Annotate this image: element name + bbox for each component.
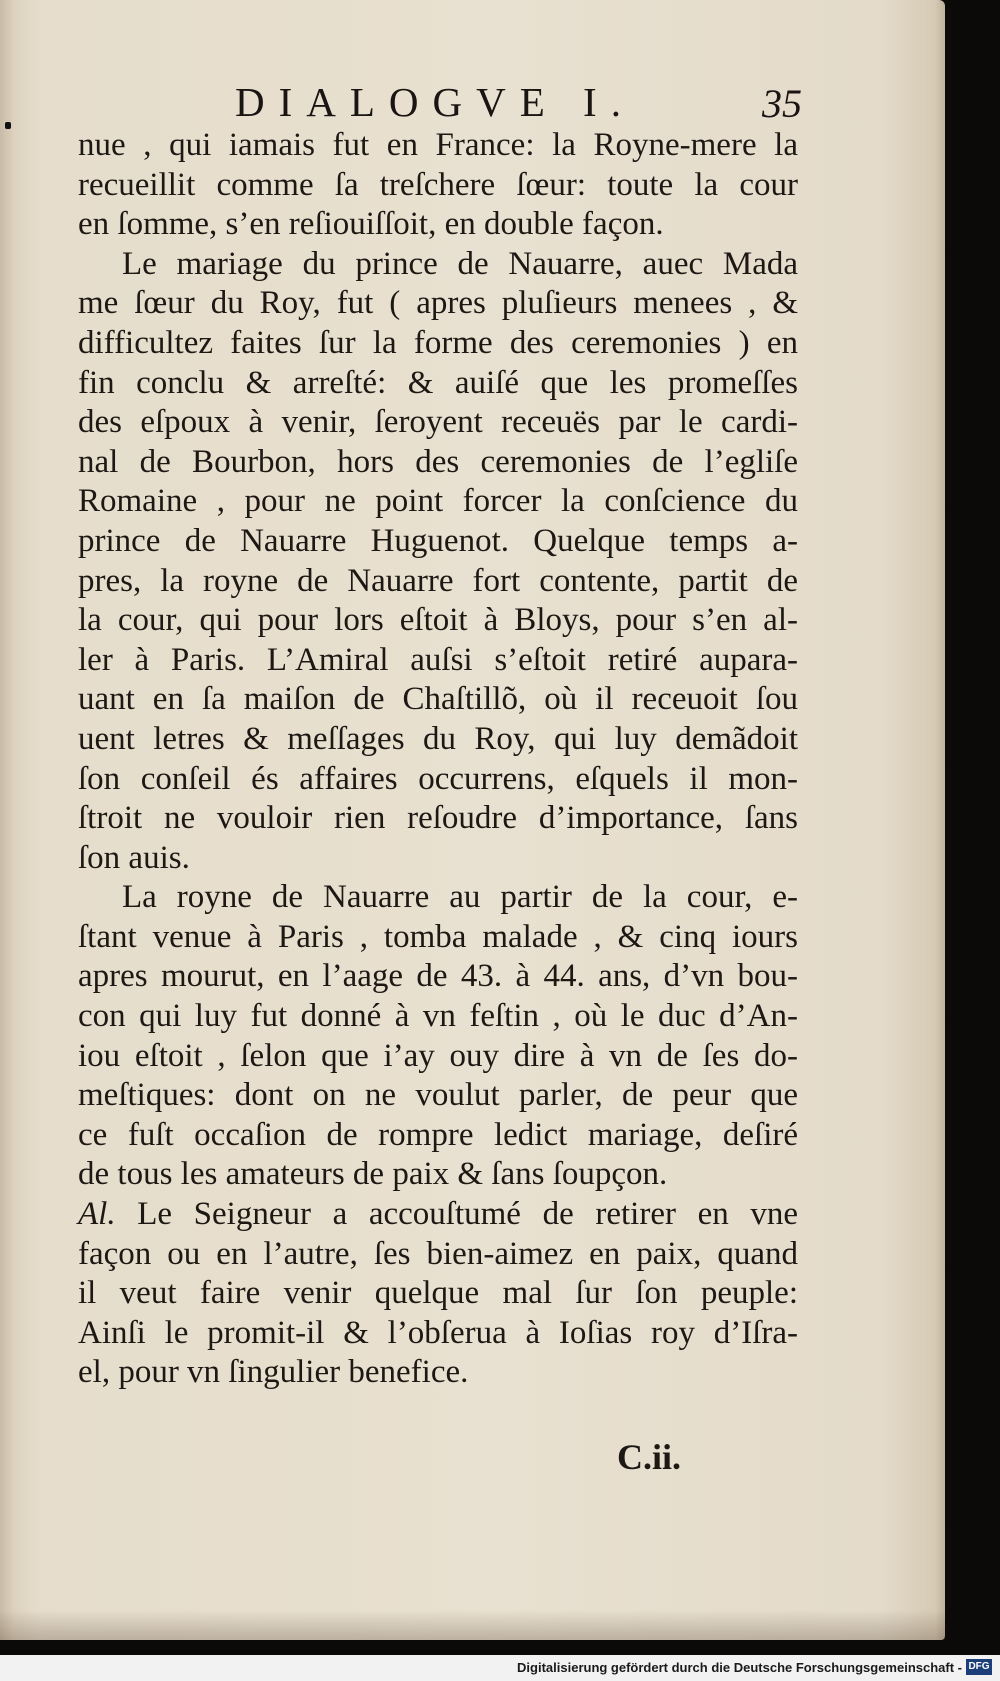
body-text xyxy=(78,126,798,1393)
funding-credit: Digitalisierung gefördert durch die Deutsche Forschungsgemeinschaft - xyxy=(517,1660,962,1675)
text-line: recueillit comme ſa treſchere ſœur: toute la cour xyxy=(78,166,798,203)
text-line: difficultez faites ſur la forme des ceremonies ) en xyxy=(78,324,798,361)
text-line: des eſpoux à venir, ſeroyent receuës par le cardi- xyxy=(78,404,798,441)
text-line: ſon auis. xyxy=(78,839,190,876)
text-line: el, pour vn ſingulier benefice. xyxy=(78,1354,469,1391)
dfg-logo-icon: DFG xyxy=(966,1659,992,1675)
text-line: iou eſtoit , ſelon que i’ay ouy dire à vn de ſes do- xyxy=(78,1037,798,1074)
text-line: meſtiques: dont on ne voulut parler, de peur que xyxy=(78,1077,798,1114)
text-line: nal de Bourbon, hors des ceremonies de l’egliſe xyxy=(78,443,798,480)
text-line: ler à Paris. L’Amiral auſsi s’eſtoit retiré aupara- xyxy=(78,641,798,678)
text-line: La royne de Nauarre au partir de la cour, e- xyxy=(122,879,798,916)
text-line: apres mourut, en l’aage de 43. à 44. ans, d’vn bou- xyxy=(78,958,798,995)
text-line: en ſomme, s’en reſiouiſſoit, en double façon. xyxy=(78,206,664,243)
text-line: Le Seigneur a accouſtumé de retirer en vne xyxy=(137,1196,799,1233)
text-line: nue , qui iamais fut en France: la Royne-mere la xyxy=(78,127,798,163)
text-line: la cour, qui pour lors eſtoit à Bloys, pour s’en al- xyxy=(78,602,798,639)
text-line: pres, la royne de Nauarre fort contente, partit de xyxy=(78,562,798,599)
text-line: ſtroit ne vouloir rien reſoudre d’importance, ſans xyxy=(78,800,798,837)
text-line: con qui luy fut donné à vn feſtin , où le duc d’An- xyxy=(78,998,798,1035)
text-line: il veut faire venir quelque mal ſur ſon peuple: xyxy=(78,1275,798,1312)
text-line: Ainſi le promit-il & l’obſerua à Ioſias roy d’Iſra- xyxy=(78,1314,798,1351)
text-line: ſon conſeil és affaires occurrens, eſquels il mon- xyxy=(78,760,798,797)
text-line: fin conclu & arreſté: & auiſé que les promeſſes xyxy=(78,364,798,401)
page-header xyxy=(0,78,945,128)
text-line: façon ou en l’autre, ſes bien-aimez en paix, quand xyxy=(78,1235,798,1272)
speaker-line xyxy=(78,1195,798,1235)
text-line: Le mariage du prince de Nauarre, auec Mada xyxy=(122,245,798,282)
running-head: DIALOGVE I. xyxy=(235,79,635,125)
text-line: ſtant venue à Paris , tomba malade , & cinq iours xyxy=(78,918,798,955)
text-line: Romaine , pour ne point forcer la conſcience du xyxy=(78,483,798,520)
text-line: de tous les amateurs de paix & ſans ſoupçon. xyxy=(78,1156,668,1193)
speaker-label: Al. xyxy=(78,1196,116,1233)
signature-mark: C.ii. xyxy=(617,1437,682,1477)
text-line: ce fuſt occaſion de rompre ledict mariage, deſiré xyxy=(78,1116,798,1153)
page-number: 35 xyxy=(762,81,802,126)
text-line: uent letres & meſſages du Roy, qui luy demãdoit xyxy=(78,720,798,757)
text-line: prince de Nauarre Huguenot. Quelque temps a- xyxy=(78,522,798,559)
text-line: me ſœur du Roy, fut ( apres pluſieurs menees , & xyxy=(78,285,798,322)
digitization-footer xyxy=(0,1655,1000,1681)
text-line: uant en ſa maiſon de Chaſtillõ, où il receuoit ſou xyxy=(78,681,798,718)
